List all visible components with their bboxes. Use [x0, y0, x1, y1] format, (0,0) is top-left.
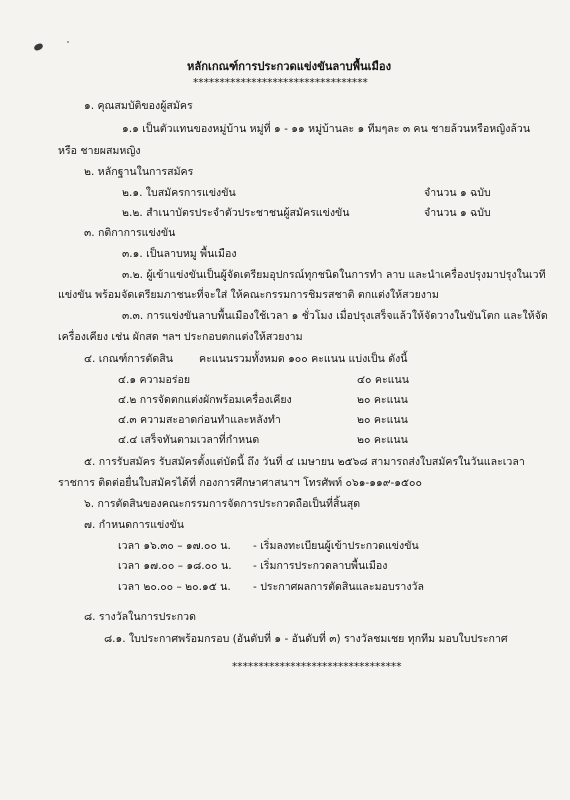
section-3-2-line-1: ๓.๒. ผู้เข้าแข่งขันเป็นผู้จัดเตรียมอุปกรณ์ทุกชนิดในการทำ ลาบ และนำเครื่องปรุงมาปรุงในเวที: [122, 269, 546, 281]
schedule-activity: - เริ่มการประกวดลาบพื้นเมือง: [253, 560, 388, 572]
section-8-heading: ๘. รางวัลในการประกวด: [84, 611, 196, 623]
section-3-3-line-2: เครื่องเคียง เช่น ผักสด ฯลฯ ประกอบตกแต่งให้สวยงาม: [58, 331, 303, 343]
section-2-2-quantity: จำนวน ๑ ฉบับ: [424, 207, 491, 219]
criteria-label: ๔.๒ การจัดตกแต่งผักพร้อมเครื่องเคียง: [118, 394, 292, 406]
section-1-heading: ๑. คุณสมบัติของผู้สมัคร: [84, 100, 193, 112]
schedule-activity: - ประกาศผลการตัดสินและมอบรางวัล: [253, 581, 424, 593]
section-2-1: ๒.๑. ใบสมัครการแข่งขัน: [122, 187, 236, 199]
end-stars: ********************************: [232, 661, 402, 673]
schedule-time: เวลา ๒๐.๐๐ – ๒๐.๑๕ น.: [118, 581, 231, 593]
section-2-2: ๒.๒. สำเนาบัตรประจำตัวประชาชนผู้สมัครแข่งขัน: [122, 207, 350, 219]
section-3-3-line-1: ๓.๓. การแข่งขันลาบพื้นเมืองใช้เวลา ๑ ชั่วโมง เมื่อปรุงเสร็จแล้วให้จัดวางในขันโตก และให้จัด: [122, 310, 548, 322]
schedule-time: เวลา ๑๗.๐๐ – ๑๘.๐๐ น.: [118, 560, 232, 572]
section-1-1-line-1: ๑.๑ เป็นตัวแทนของหมู่บ้าน หมู่ที่ ๑ - ๑๑ หมู่บ้านละ ๑ ทีมๆละ ๓ คน ชายล้วนหรือหญิงล้วน: [122, 123, 531, 135]
criteria-label: ๔.๔ เสร็จทันตามเวลาที่กำหนด: [118, 434, 260, 446]
criteria-label: ๔.๓ ความสะอาดก่อนทำและหลังทำ: [118, 414, 281, 426]
section-4-heading: ๔. เกณฑ์การตัดสิน: [84, 353, 173, 365]
section-3-heading: ๓. กติกาการแข่งขัน: [84, 227, 176, 239]
title-underline-stars: *********************************: [193, 77, 368, 89]
section-2-1-quantity: จำนวน ๑ ฉบับ: [424, 187, 491, 199]
document-title: หลักเกณฑ์การประกวดแข่งขันลาบพื้นเมือง: [187, 60, 392, 73]
schedule-time: เวลา ๑๖.๓๐ – ๑๗.๐๐ น.: [118, 540, 231, 552]
section-1-1-line-2: หรือ ชายผสมหญิง: [58, 145, 141, 157]
section-2-heading: ๒. หลักฐานในการสมัคร: [84, 166, 194, 178]
section-8-1: ๘.๑. ใบประกาศพร้อมกรอบ (อันดับที่ ๑ - อันดับที่ ๓) รางวัลชมเชย ทุกทีม มอบใบประกาศ: [104, 633, 508, 645]
section-3-1: ๓.๑. เป็นลาบหมู พื้นเมือง: [122, 248, 237, 260]
section-3-2-line-2: แข่งขัน พร้อมจัดเตรียมภาชนะที่จะใส่ ให้คณะกรรมการชิมรสชาติ ตกแต่งให้สวยงาม: [58, 289, 439, 301]
criteria-score: ๒๐ คะแนน: [357, 414, 408, 426]
section-5-line-1: ๕. การรับสมัคร รับสมัครตั้งแต่บัดนี้ ถึง วันที่ ๔ เมษายน ๒๕๖๘ สามารถส่งใบสมัครในวันและเวลา: [84, 456, 525, 468]
ink-dot: [67, 41, 69, 43]
criteria-score: ๒๐ คะแนน: [357, 434, 408, 446]
criteria-label: ๔.๑ ความอร่อย: [118, 374, 191, 386]
section-4-total: คะแนนรวมทั้งหมด ๑๐๐ คะแนน แบ่งเป็น ดังนี้: [199, 353, 408, 365]
criteria-score: ๒๐ คะแนน: [357, 394, 408, 406]
section-7-heading: ๗. กำหนดการแข่งขัน: [84, 519, 184, 531]
section-5-line-2: ราชการ ติดต่อยื่นใบสมัครได้ที่ กองการศึกษาศาสนาฯ โทรศัพท์ ๐๖๑-๑๑๙-๑๕๐๐: [58, 477, 422, 489]
criteria-score: ๔๐ คะแนน: [357, 374, 409, 386]
ink-smudge: [33, 43, 44, 52]
section-6: ๖. การตัดสินของคณะกรรมการจัดการประกวดถือเป็นที่สิ้นสุด: [84, 498, 361, 510]
schedule-activity: - เริ่มลงทะเบียนผู้เข้าประกวดแข่งขัน: [253, 540, 419, 552]
